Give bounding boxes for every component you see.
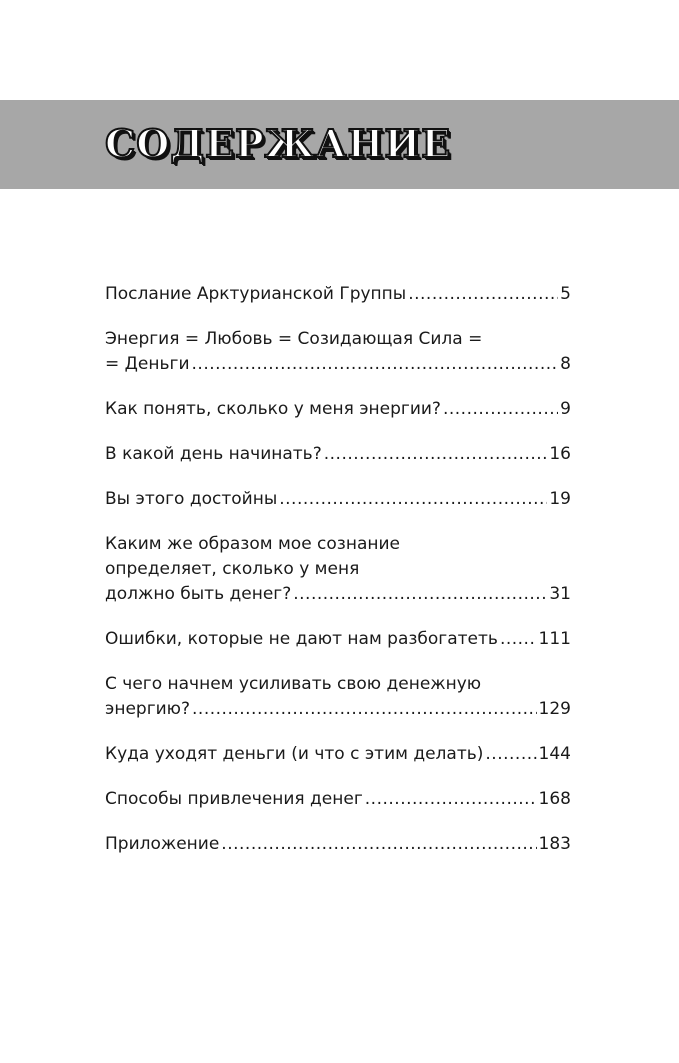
- toc-entry-title-line: Энергия = Любовь = Созидающая Сила =: [105, 329, 483, 349]
- toc-entry-title: В какой день начинать?: [105, 444, 322, 464]
- toc-entry-row: [105, 742, 571, 767]
- toc-entry-row: [105, 697, 571, 722]
- toc-page-number: 183: [538, 834, 571, 854]
- toc-entry[interactable]: [105, 282, 571, 307]
- toc-entry-row: [105, 352, 571, 377]
- toc-entry-row: [105, 442, 571, 467]
- toc-page-number: 5: [560, 284, 571, 304]
- toc-entry-title-line: определяет, сколько у меня: [105, 559, 360, 579]
- toc-entry-row: [105, 832, 571, 857]
- toc-entry[interactable]: [105, 787, 571, 812]
- toc-entry-title-line: С чего начнем усиливать свою денежную: [105, 674, 482, 694]
- toc-entry[interactable]: [105, 487, 571, 512]
- toc-entry[interactable]: [105, 442, 571, 467]
- table-of-contents: [105, 282, 571, 854]
- leader-dots: [443, 397, 558, 422]
- toc-entry-title: Ошибки, которые не дают нам разбогатеть: [105, 629, 498, 649]
- page-title: СОДЕРЖАНИЕ: [105, 121, 452, 166]
- toc-entry-row: [105, 487, 571, 512]
- toc-page-number: 19: [549, 489, 571, 509]
- toc-page-number: 8: [560, 354, 571, 374]
- toc-entry-title: должно быть денег?: [105, 584, 292, 604]
- toc-entry-title-line: Каким же образом мое сознание: [105, 534, 401, 554]
- toc-page-number: 168: [538, 789, 571, 809]
- toc-entry-row: [105, 282, 571, 307]
- toc-entry[interactable]: [105, 672, 571, 722]
- leader-dots: [485, 742, 536, 767]
- toc-page-number: 31: [549, 584, 571, 604]
- leader-dots: [365, 787, 537, 812]
- toc-entry-title: Послание Арктурианской Группы: [105, 284, 407, 304]
- toc-entry[interactable]: [105, 397, 571, 422]
- toc-page-number: 16: [549, 444, 571, 464]
- toc-entry-title: Как понять, сколько у меня энергии?: [105, 399, 441, 419]
- toc-entry-title: = Деньги: [105, 354, 190, 374]
- toc-entry-title: Приложение: [105, 834, 220, 854]
- toc-entry-row: [105, 627, 571, 652]
- toc-entry-row: [105, 397, 571, 422]
- leader-dots: [192, 352, 559, 377]
- toc-page-number: 129: [538, 699, 571, 719]
- toc-entry-row: [105, 787, 571, 812]
- leader-dots: [408, 282, 558, 307]
- leader-dots: [221, 832, 536, 857]
- leader-dots: [500, 627, 537, 652]
- toc-page-number: 111: [538, 629, 571, 649]
- toc-entry[interactable]: [105, 742, 571, 767]
- toc-entry-title: Способы привлечения денег: [105, 789, 363, 809]
- toc-entry-title: Вы этого достойны: [105, 489, 278, 509]
- toc-entry[interactable]: [105, 832, 571, 857]
- toc-entry-row: [105, 582, 571, 607]
- toc-entry[interactable]: [105, 532, 571, 607]
- leader-dots: [293, 582, 547, 607]
- toc-page-number: 9: [560, 399, 571, 419]
- leader-dots: [192, 697, 537, 722]
- toc-entry-title: Куда уходят деньги (и что с этим делать): [105, 744, 484, 764]
- toc-entry-title: энергию?: [105, 699, 191, 719]
- leader-dots: [279, 487, 547, 512]
- toc-entry[interactable]: [105, 327, 571, 377]
- toc-entry[interactable]: [105, 627, 571, 652]
- toc-page-number: 144: [538, 744, 571, 764]
- leader-dots: [324, 442, 548, 467]
